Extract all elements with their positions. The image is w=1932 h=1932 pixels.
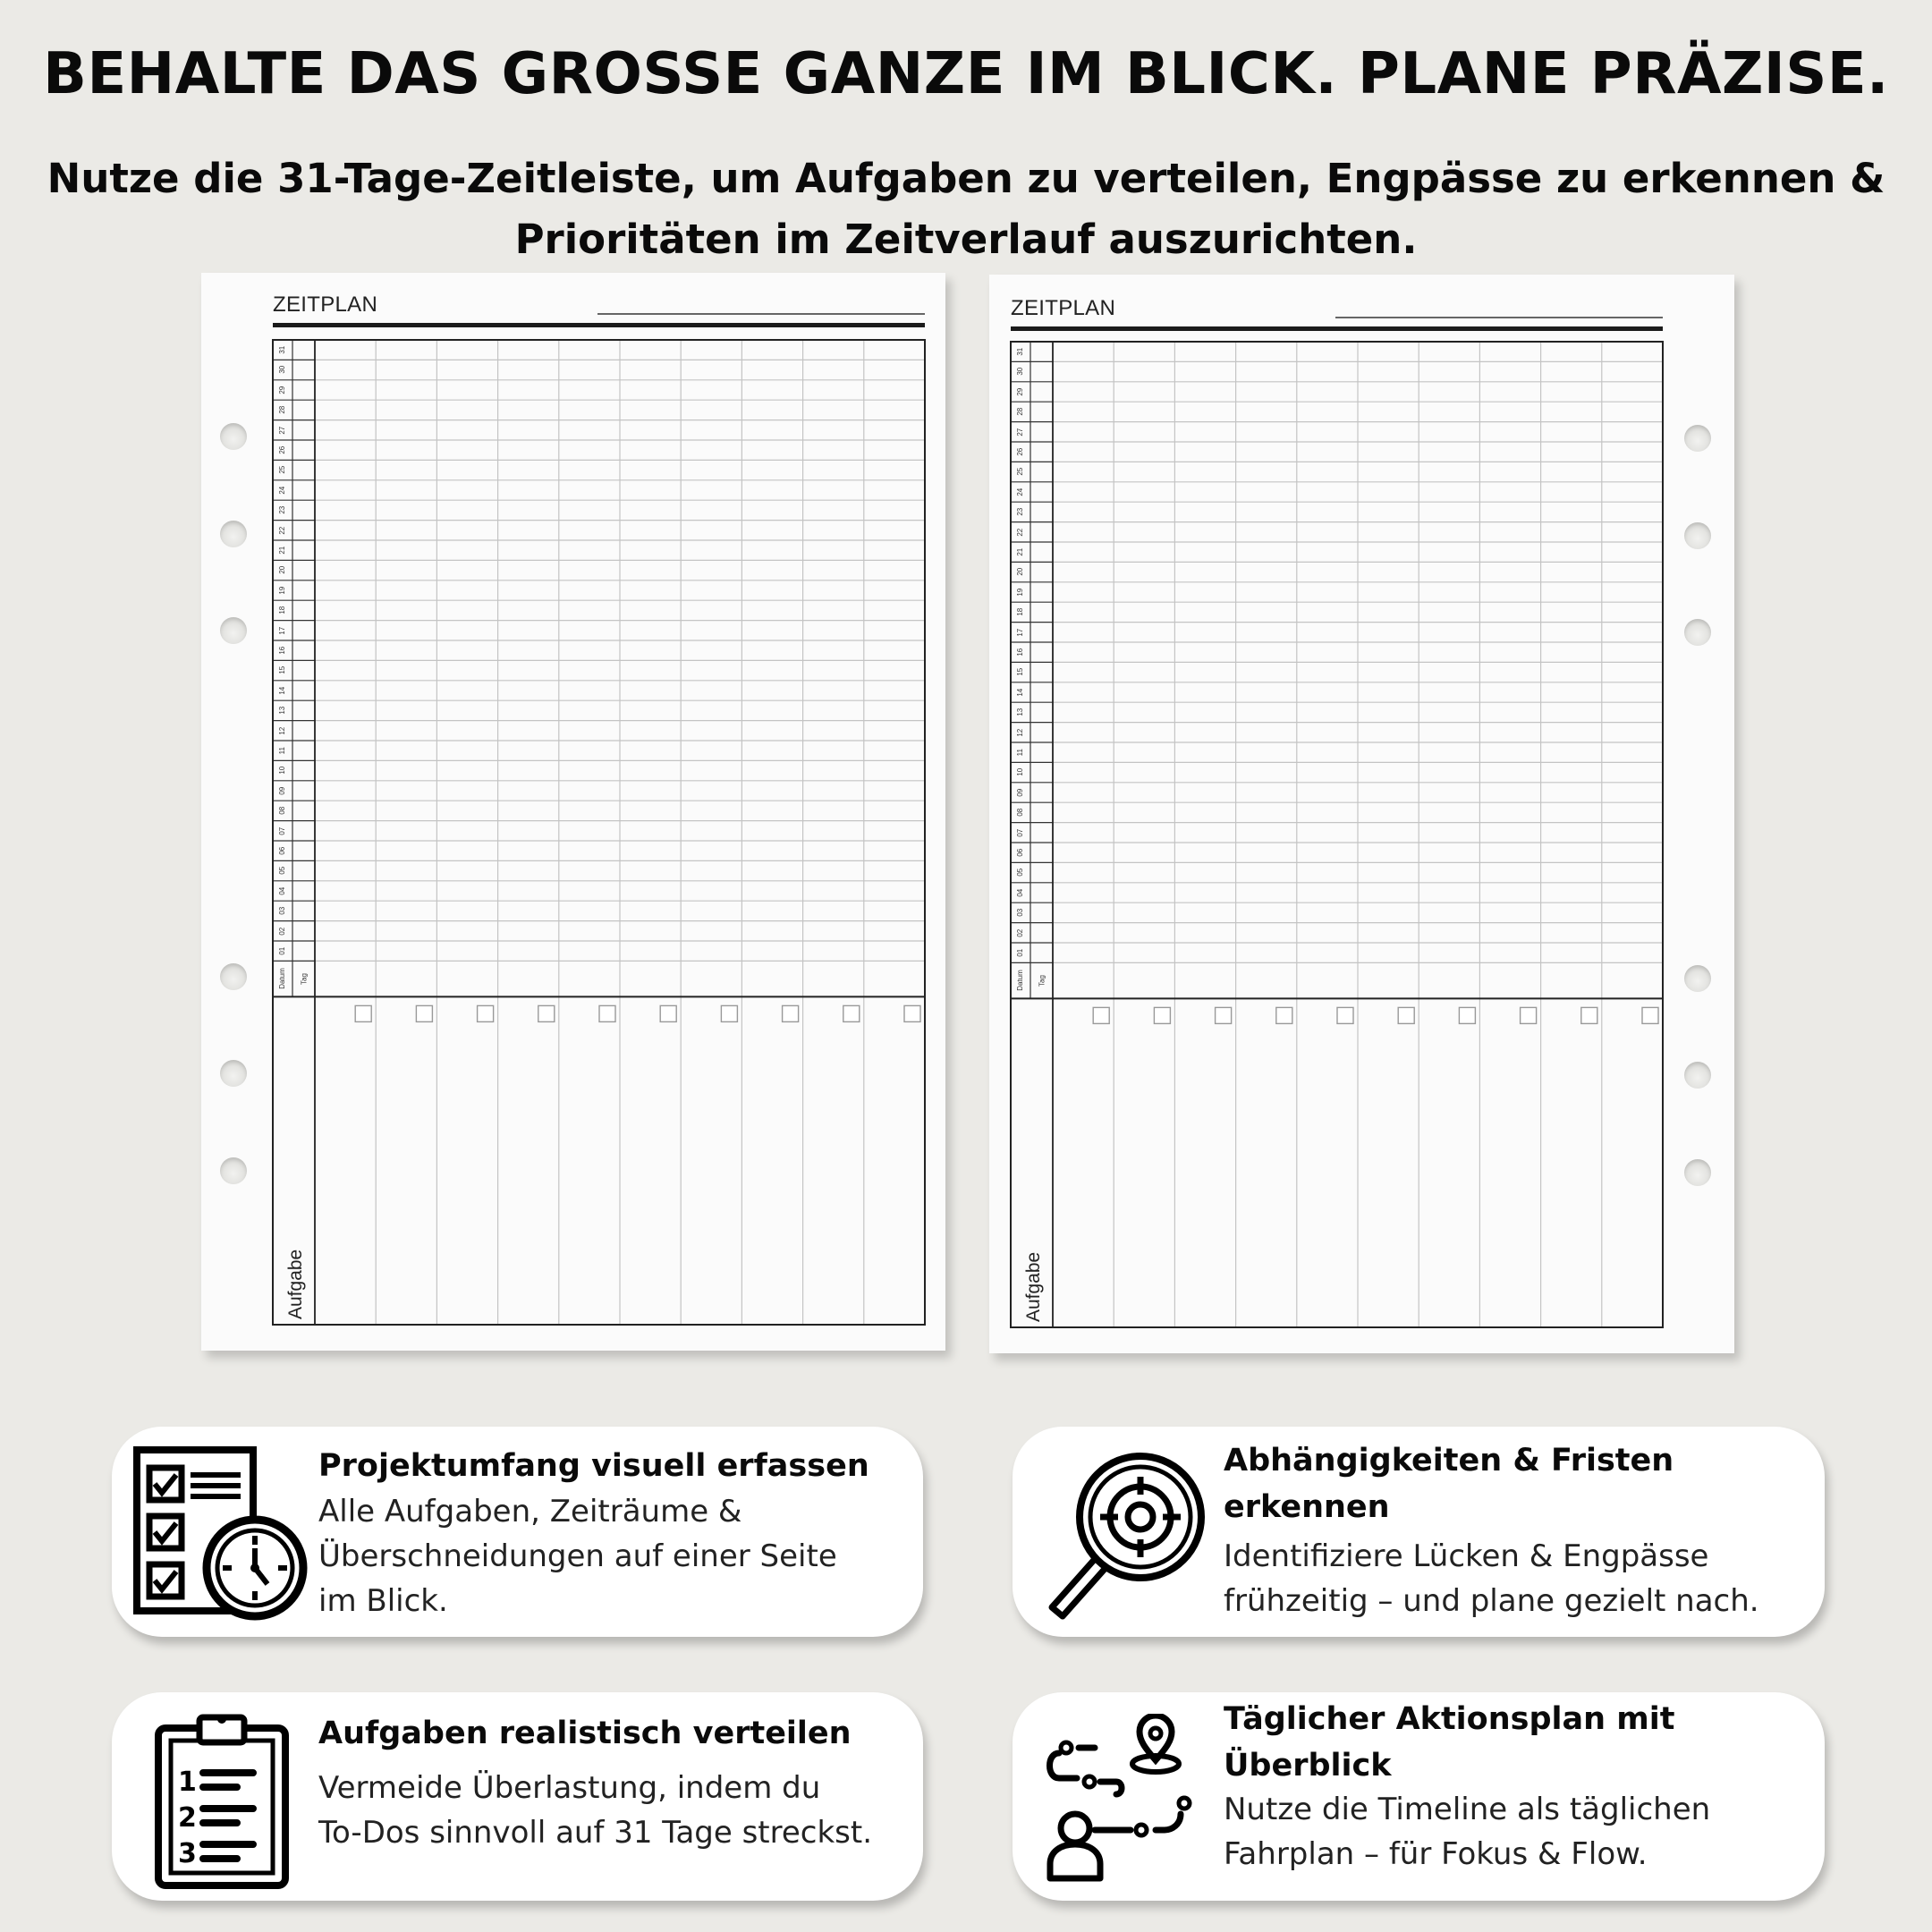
feature-title [1224,1437,1674,1530]
feature-title-line: Überblick [1224,1748,1392,1784]
task-checkbox [1521,1007,1537,1023]
grid-border [273,340,925,1325]
day-number: 10 [277,767,286,775]
day-number: 08 [277,806,286,815]
numbered-clipboard-icon [153,1710,296,1889]
magnifier-target-icon [1038,1450,1208,1620]
day-number: 21 [1015,547,1024,556]
subheadline-line-2: Prioritäten im Zeitverlauf auszurichten. [514,216,1418,263]
day-number: 28 [277,405,286,414]
date-header: Datum [278,968,286,990]
task-label: Aufgabe [285,1249,306,1319]
day-number: 23 [277,505,286,514]
task-checkbox [721,1005,737,1021]
day-number: 11 [277,747,286,755]
task-checkbox [1398,1007,1414,1023]
punch-hole [220,521,247,547]
punch-hole [1684,425,1711,452]
day-number: 05 [1015,869,1024,877]
punch-hole [1684,522,1711,549]
punch-hole [1684,1062,1711,1089]
day-number: 21 [277,546,286,555]
feature-description [318,1766,872,1855]
svg-text:2: 2 [178,1802,197,1834]
svg-text:1: 1 [178,1767,197,1798]
punch-hole [220,1157,247,1184]
day-number: 31 [1015,347,1024,356]
task-checkbox [478,1005,494,1021]
punch-hole [220,617,247,644]
day-number: 01 [1015,948,1024,957]
feature-title: Projektumfang visuell erfassen [318,1448,869,1484]
title-rule [273,323,925,327]
day-number: 02 [277,927,286,936]
task-checkbox [783,1005,799,1021]
feature-description-line: Nutze die Timeline als täglichen [1224,1792,1711,1827]
task-checkbox [1216,1007,1232,1023]
day-number: 17 [277,626,286,635]
task-checkbox [355,1005,371,1021]
task-checkbox [1642,1007,1658,1023]
day-number: 26 [1015,447,1024,456]
grid-lines [273,340,925,1325]
planner-sheet-left [201,273,945,1351]
timeline-grid [1011,342,1663,1327]
day-number: 25 [1015,468,1024,477]
day-number: 16 [1015,648,1024,657]
task-checkbox [1154,1007,1170,1023]
day-number: 26 [277,445,286,454]
day-number: 27 [1015,428,1024,436]
task-checkbox [1581,1007,1597,1023]
feature-title [1224,1696,1674,1789]
day-number: 04 [277,886,286,895]
feature-title: Aufgaben realistisch verteilen [318,1716,852,1751]
sheet-title: ZEITPLAN [1011,296,1116,320]
feature-description-line: To-Dos sinnvoll auf 31 Tage streckst. [318,1815,873,1851]
feature-card-distribute-tasks [112,1692,923,1901]
day-number: 06 [277,846,286,855]
day-number: 30 [277,366,286,375]
feature-description [318,1489,837,1623]
punch-hole [1684,619,1711,646]
day-number: 14 [277,686,286,695]
day-number: 06 [1015,848,1024,857]
day-number: 13 [277,706,286,715]
day-number: 03 [277,906,286,915]
task-checkbox [1337,1007,1353,1023]
task-checkbox [660,1005,676,1021]
task-checkbox [1093,1007,1109,1023]
day-number: 23 [1015,507,1024,516]
feature-card-dependencies [1013,1427,1825,1637]
planner-sheet-right [989,275,1734,1353]
day-number: 12 [277,726,286,735]
task-checkbox [843,1005,860,1021]
day-number: 27 [277,426,286,435]
date-header: Datum [1016,970,1024,992]
punch-hole [220,1060,247,1087]
day-number: 05 [277,867,286,876]
day-number: 24 [277,486,286,495]
day-number: 15 [1015,668,1024,677]
timeline-grid [273,340,925,1325]
day-number: 29 [1015,387,1024,396]
day-header: Tag [300,973,308,986]
day-number: 14 [1015,688,1024,697]
day-number: 17 [1015,628,1024,637]
checklist-clock-icon [130,1443,309,1622]
day-number: 13 [1015,708,1024,716]
day-number: 18 [277,606,286,614]
title-rule [1011,326,1663,331]
task-checkbox [904,1005,920,1021]
day-number: 10 [1015,768,1024,777]
day-number: 07 [1015,828,1024,837]
day-header: Tag [1038,975,1046,987]
subheadline-line-1: Nutze die 31-Tage-Zeitleiste, um Aufgaben zu verteilen, Engpässe zu erkennen & [47,155,1885,202]
feature-description [1224,1787,1710,1877]
day-number: 31 [277,345,286,354]
feature-description [1224,1534,1759,1623]
day-number: 04 [1015,888,1024,897]
feature-card-project-scope [112,1427,923,1637]
day-number: 25 [277,466,286,475]
day-number: 19 [1015,588,1024,597]
task-checkbox [599,1005,615,1021]
feature-card-daily-plan [1013,1692,1825,1901]
feature-description-line: im Blick. [318,1583,448,1619]
task-checkbox [1459,1007,1475,1023]
grid-lines [1011,342,1663,1327]
punch-hole [220,423,247,450]
punch-hole [1684,965,1711,992]
day-number: 24 [1015,487,1024,496]
day-number: 29 [277,386,286,394]
day-number: 09 [277,786,286,795]
task-checkbox [1276,1007,1292,1023]
feature-title-line: Abhängigkeiten & Fristen [1224,1443,1674,1479]
day-number: 02 [1015,928,1024,937]
day-number: 20 [1015,568,1024,577]
task-checkbox [538,1005,555,1021]
feature-description-line: Identifiziere Lücken & Engpässe [1224,1538,1709,1574]
day-number: 28 [1015,407,1024,416]
task-label: Aufgabe [1023,1251,1044,1322]
route-person-icon [1043,1714,1213,1884]
name-line [597,313,925,315]
name-line [1335,317,1663,318]
day-number: 07 [277,826,286,835]
day-number: 08 [1015,808,1024,817]
feature-title-line: Täglicher Aktionsplan mit [1224,1701,1675,1737]
sheet-title: ZEITPLAN [273,292,378,317]
feature-description-line: Alle Aufgaben, Zeiträume & [318,1494,742,1530]
day-number: 11 [1015,749,1024,757]
day-number: 16 [277,646,286,655]
grid-border [1011,342,1663,1327]
feature-title-line: erkennen [1224,1489,1390,1525]
day-number: 19 [277,586,286,595]
day-number: 03 [1015,908,1024,917]
feature-description-line: Überschneidungen auf einer Seite [318,1538,837,1574]
day-number: 30 [1015,368,1024,377]
feature-description-line: frühzeitig – und plane gezielt nach. [1224,1583,1759,1619]
subheadline [0,148,1932,270]
day-number: 22 [277,526,286,535]
svg-text:3: 3 [178,1838,197,1869]
feature-description-line: Vermeide Überlastung, indem du [318,1770,821,1806]
feature-description-line: Fahrplan – für Fokus & Flow. [1224,1836,1648,1872]
day-number: 15 [277,666,286,675]
day-number: 20 [277,566,286,575]
day-number: 01 [277,946,286,955]
punch-hole [1684,1159,1711,1186]
day-number: 09 [1015,788,1024,797]
task-checkbox [416,1005,432,1021]
punch-hole [220,963,247,990]
day-number: 18 [1015,607,1024,616]
day-number: 22 [1015,528,1024,537]
day-number: 12 [1015,728,1024,737]
headline: BEHALTE DAS GROSSE GANZE IM BLICK. PLANE PRÄZISE. [43,41,1889,107]
